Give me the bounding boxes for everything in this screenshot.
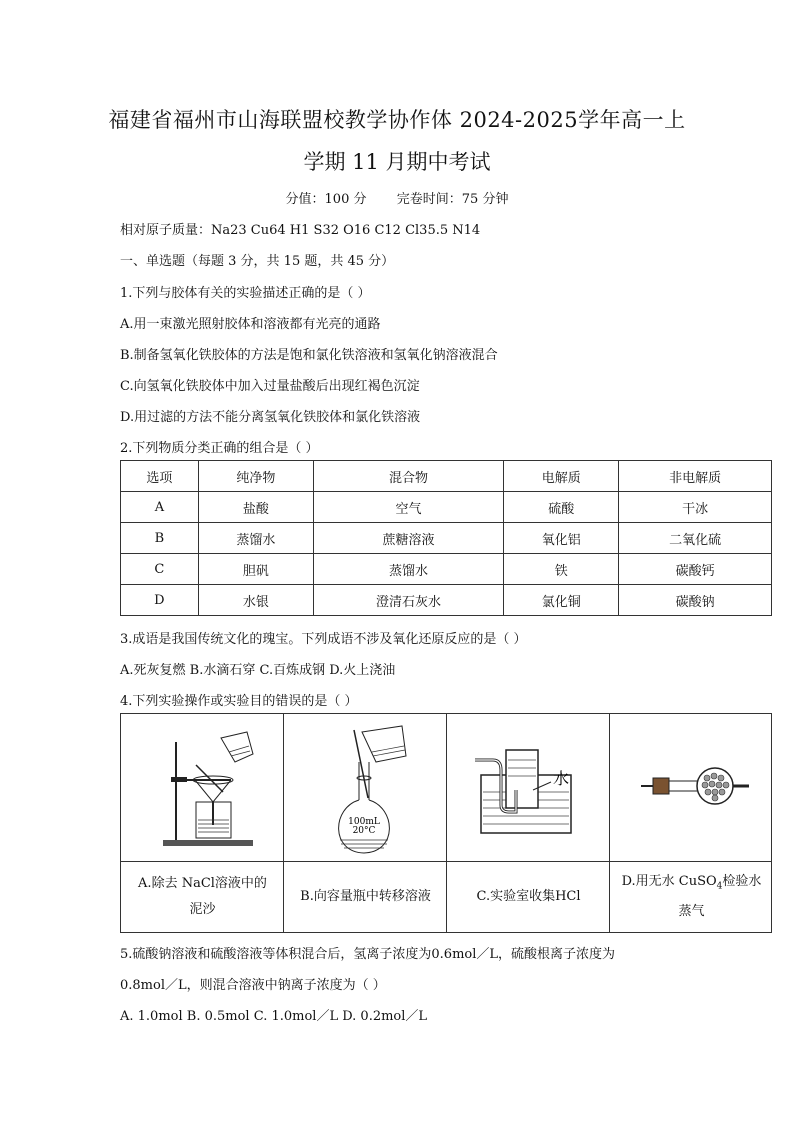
- table-cell: 碳酸钙: [619, 554, 772, 585]
- q1-option-b: B.制备氢氧化铁胶体的方法是饱和氯化铁溶液和氢氧化钠溶液混合: [120, 348, 498, 363]
- table-cell: 空气: [314, 492, 504, 523]
- q4-caption-a-line2: 泥沙: [189, 902, 216, 917]
- table-cell: 硫酸: [504, 492, 619, 523]
- q4-caption-c: C.实验室收集HCl: [476, 889, 581, 904]
- table-cell: 氧化铝: [504, 523, 619, 554]
- table-cell: 干冰: [619, 492, 772, 523]
- table-cell: 蔗糖溶液: [314, 523, 504, 554]
- q4-figure-table: [120, 713, 772, 933]
- flask-label-temp: 20°C: [352, 826, 376, 836]
- table-cell: 澄清石灰水: [314, 585, 504, 616]
- table-row: [121, 523, 772, 554]
- gas-collection-figure: [471, 720, 591, 855]
- table-row: [121, 585, 772, 616]
- table-cell: C: [121, 554, 199, 585]
- q1-option-a: A.用一束激光照射胶体和溶液都有光亮的通路: [120, 317, 381, 332]
- table-header-cell: 电解质: [504, 461, 619, 492]
- q4-caption-d-line2: 蒸气: [678, 904, 705, 920]
- table-cell: 蒸馏水: [198, 523, 313, 554]
- table-header-row: [121, 461, 772, 492]
- q4-caption-d-sub: 4: [716, 881, 723, 892]
- table-cell: 水银: [198, 585, 313, 616]
- q4-caption-d: [610, 862, 773, 932]
- table-header-cell: 纯净物: [198, 461, 313, 492]
- atomic-mass-line: 相对原子质量：Na23 Cu64 H1 S32 O16 C12 Cl35.5 N14: [120, 223, 481, 238]
- table-cell: 氯化铜: [504, 585, 619, 616]
- table-cell: 二氧化硫: [619, 523, 772, 554]
- volumetric-flask-figure: [314, 720, 424, 855]
- table-header-cell: 非电解质: [619, 461, 772, 492]
- table-cell: 铁: [504, 554, 619, 585]
- q2-stem: 2.下列物质分类正确的组合是（ ）: [120, 441, 319, 456]
- q4-stem: 4.下列实验操作或实验目的错误的是（ ）: [120, 694, 358, 709]
- exam-title-line1: 福建省福州市山海联盟校教学协作体 2024-2025学年高一上: [108, 108, 686, 132]
- table-cell: 盐酸: [198, 492, 313, 523]
- section-heading: 一、单选题（每题 3 分，共 15 题，共 45 分）: [120, 254, 395, 269]
- table-header-cell: 混合物: [314, 461, 504, 492]
- q5-options: A. 1.0mol B. 0.5mol C. 1.0mol／L D. 0.2mol／L: [120, 1009, 428, 1024]
- table-row: [121, 554, 772, 585]
- q1-stem: 1.下列与胶体有关的实验描述正确的是（ ）: [120, 286, 371, 301]
- table-cell: D: [121, 585, 199, 616]
- table-cell: B: [121, 523, 199, 554]
- table-cell: 蒸馏水: [314, 554, 504, 585]
- q4-caption-a-line1: A.除去 NaCl溶液中的: [138, 876, 267, 891]
- drying-tube-figure: [631, 720, 761, 855]
- table-cell: 碳酸钠: [619, 585, 772, 616]
- water-label: 水: [553, 769, 570, 788]
- q5-stem-line2: 0.8mol／L，则混合溶液中钠离子浓度为（ ）: [120, 978, 386, 993]
- time-text: 完卷时间：75 分钟: [396, 192, 509, 207]
- table-header-cell: 选项: [121, 461, 199, 492]
- q2-table: [120, 460, 772, 616]
- table-cell: 胆矾: [198, 554, 313, 585]
- filtration-apparatus-figure: [151, 720, 261, 855]
- q3-options: A.死灰复燃 B.水滴石穿 C.百炼成钢 D.火上浇油: [120, 663, 396, 678]
- exam-title-line2: 学期 11 月期中考试: [303, 150, 491, 174]
- q4-caption-b: B.向容量瓶中转移溶液: [300, 889, 431, 904]
- table-row: [121, 492, 772, 523]
- q5-stem-line1: 5.硫酸钠溶液和硫酸溶液等体积混合后，氢离子浓度为0.6mol／L，硫酸根离子浓度为: [120, 947, 616, 962]
- q4-caption-d-line1: D.用无水 CuSO: [621, 873, 717, 889]
- flask-label-volume: 100mL: [348, 817, 380, 827]
- table-cell: A: [121, 492, 199, 523]
- score-text: 分值：100 分: [285, 192, 367, 207]
- q4-caption-a: [121, 862, 284, 932]
- q1-option-d: D.用过滤的方法不能分离氢氧化铁胶体和氯化铁溶液: [120, 410, 421, 425]
- q1-option-c: C.向氢氧化铁胶体中加入过量盐酸后出现红褐色沉淀: [120, 379, 420, 394]
- q3-stem: 3.成语是我国传统文化的瑰宝。下列成语不涉及氧化还原反应的是（ ）: [120, 632, 527, 647]
- q4-caption-d-line1b: 检验水: [722, 873, 762, 889]
- exam-meta-line: [0, 188, 794, 207]
